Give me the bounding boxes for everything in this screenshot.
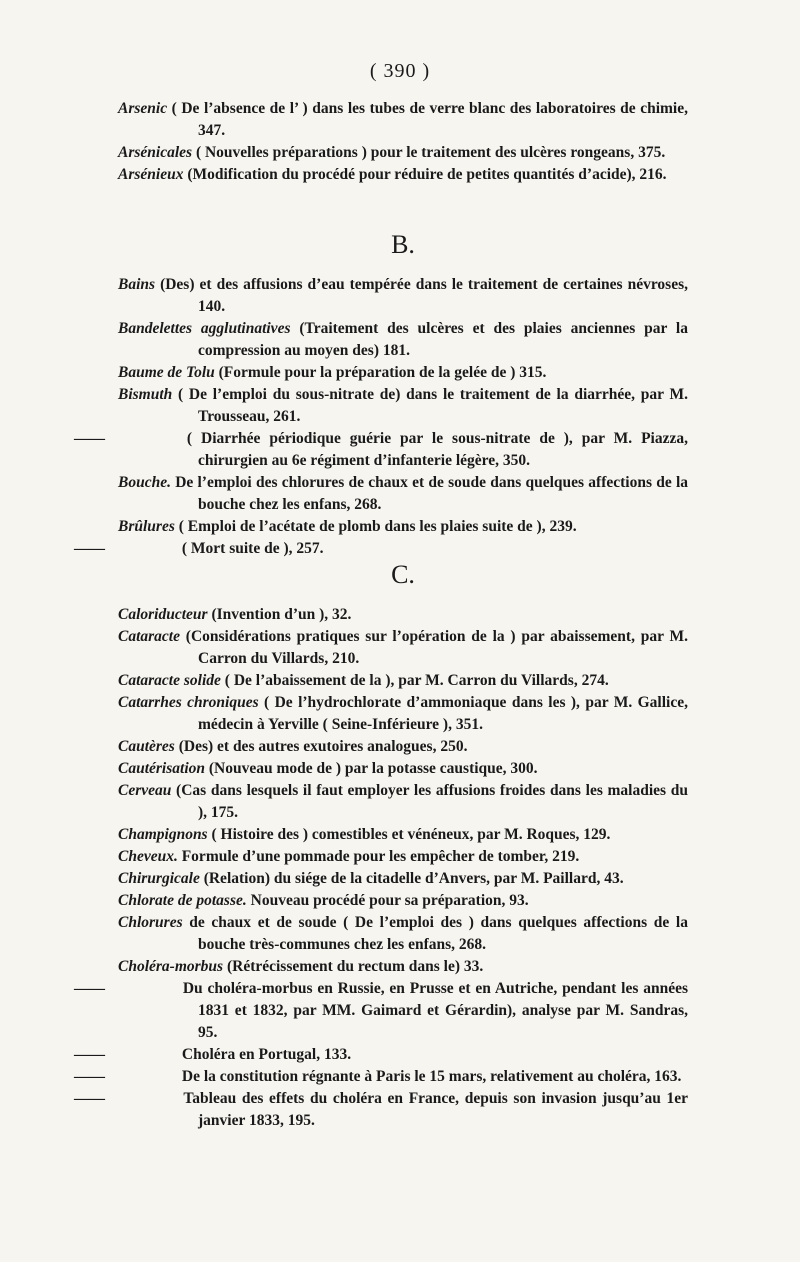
- ditto-dash: ——: [74, 430, 105, 447]
- index-text: (Modification du procédé pour réduire de petites quantités d’acide), 216.: [183, 166, 667, 183]
- index-text: Choléra en Portugal, 133.: [178, 1046, 352, 1063]
- index-entry: [118, 670, 688, 692]
- index-entry: [118, 824, 688, 846]
- section-letter: C.: [391, 560, 415, 589]
- index-text: Tableau des effets du choléra en France, depuis son invasion jusqu’au 1er janvier 1833, 195.: [178, 1090, 688, 1129]
- index-entry: [118, 318, 688, 362]
- index-term: Caloriducteur: [118, 606, 208, 623]
- index-term: Cataracte solide: [118, 672, 221, 689]
- index-entry: [74, 1066, 688, 1088]
- index-text: (Des) et des autres exutoires analogues, 250.: [174, 738, 468, 755]
- ditto-dash: ——: [74, 980, 105, 997]
- index-text: Du choléra-morbus en Russie, en Prusse et en Autriche, pendant les années 1831 et 1832, par MM. Gaimard et Gérardin), analyse par M. Sandras, 95.: [178, 980, 688, 1041]
- index-text: (Rétrécissement du rectum dans le) 33.: [223, 958, 484, 975]
- index-text: De la constitution régnante à Paris le 15 mars, relativement au choléra, 163.: [178, 1068, 682, 1085]
- index-term: Cautères: [118, 738, 175, 755]
- index-text: ( De l’abaissement de la ), par M. Carron du Villards, 274.: [220, 672, 609, 689]
- index-entry: [74, 1088, 688, 1132]
- index-text: (Des) et des affusions d’eau tempérée dans le traitement de certaines névroses, 140.: [155, 276, 688, 315]
- index-term: Bouche.: [118, 474, 171, 491]
- ditto-dash: ——: [74, 540, 105, 557]
- index-term: Arsénicales: [118, 144, 193, 161]
- index-text: De l’emploi des chlorures de chaux et de soude dans quelques affections de la bouche chez les enfans, 268.: [170, 474, 688, 513]
- index-text: Formule d’une pommade pour les empêcher de tomber, 219.: [177, 848, 580, 865]
- index-entry: [118, 780, 688, 824]
- index-entry: [118, 98, 688, 142]
- index-term: Chlorate de potasse.: [118, 892, 247, 909]
- index-entry: [118, 868, 688, 890]
- index-entry: [74, 978, 688, 1044]
- index-entry: [118, 692, 688, 736]
- index-text: ( Mort suite de ), 257.: [178, 540, 324, 557]
- index-text: (Invention d’un ), 32.: [207, 606, 352, 623]
- index-entry: [118, 956, 688, 978]
- index-entry: [118, 472, 688, 516]
- index-entry: [118, 362, 688, 384]
- index-entry: [118, 384, 688, 428]
- index-text: (Nouveau mode de ) par la potasse caustique, 300.: [205, 760, 538, 777]
- index-term: Cerveau: [118, 782, 172, 799]
- index-text: (Formule pour la préparation de la gelée de ) 315.: [214, 364, 547, 381]
- index-entry: [118, 846, 688, 868]
- index-term: Champignons: [118, 826, 208, 843]
- index-term: Chirurgicale: [118, 870, 200, 887]
- index-text: (Considérations pratiques sur l’opération de la ) par abaissement, par M. Carron du Villards, 210.: [180, 628, 688, 667]
- index-entry: [118, 626, 688, 670]
- index-entry: [118, 142, 688, 164]
- index-entry: [74, 428, 688, 472]
- index-entry: [74, 538, 688, 560]
- index-text: ( Nouvelles préparations ) pour le traitement des ulcères rongeans, 375.: [192, 144, 666, 161]
- section-letter: B.: [391, 230, 415, 259]
- index-term: Chlorures: [118, 914, 183, 931]
- index-text: ( De l’absence de l’ ) dans les tubes de verre blanc des laboratoires de chimie, 347.: [167, 100, 688, 139]
- index-term: Cheveux.: [118, 848, 178, 865]
- index-entry: [118, 736, 688, 758]
- index-entry: [118, 890, 688, 912]
- index-term: Bandelettes agglutinatives: [118, 320, 291, 337]
- index-term: Baume de Tolu: [118, 364, 215, 381]
- index-term: Catarrhes chroniques: [118, 694, 259, 711]
- index-text: (Cas dans lesquels il faut employer les affusions froides dans les maladies du ), 175.: [171, 782, 688, 821]
- ditto-dash: ——: [74, 1068, 105, 1085]
- index-entry: [118, 164, 688, 186]
- ditto-dash: ——: [74, 1090, 105, 1107]
- section-a: [118, 98, 688, 186]
- index-term: Cataracte: [118, 628, 180, 645]
- index-term: Cautérisation: [118, 760, 205, 777]
- index-text: ( De l’emploi du sous-nitrate de) dans le traitement de la diarrhée, par M. Trousseau, 261.: [172, 386, 688, 425]
- index-term: Arsénieux: [118, 166, 184, 183]
- index-entry: [118, 274, 688, 318]
- index-text: ( Diarrhée périodique guérie par le sous-nitrate de ), par M. Piazza, chirurgien au 6e régiment d’infanterie légère, 350.: [178, 430, 688, 469]
- index-text: ( Emploi de l’acétate de plomb dans les plaies suite de ), 239.: [174, 518, 577, 535]
- index-entry: [74, 1044, 688, 1066]
- section-c: [74, 560, 688, 1132]
- index-entry: [118, 604, 688, 626]
- index-term: Bismuth: [118, 386, 173, 403]
- index-entry: [118, 516, 688, 538]
- index-term: Arsenic: [118, 100, 168, 117]
- index-text: (Traitement des ulcères et des plaies anciennes par la compression au moyen des) 181.: [198, 320, 688, 359]
- index-term: Brûlures: [118, 518, 175, 535]
- index-term: Bains: [118, 276, 156, 293]
- ditto-dash: ——: [74, 1046, 105, 1063]
- index-entry: [118, 758, 688, 780]
- index-text: Nouveau procédé pour sa préparation, 93.: [246, 892, 529, 909]
- index-text: ( Histoire des ) comestibles et vénéneux, par M. Roques, 129.: [207, 826, 611, 843]
- section-b: [74, 230, 688, 560]
- index-text: de chaux et de soude ( De l’emploi des ) dans quelques affections de la bouche très-communes chez les enfans, 268.: [182, 914, 688, 953]
- index-entry: [118, 912, 688, 956]
- page-number: ( 390 ): [369, 60, 431, 82]
- index-text: ( De l’hydrochlorate d’ammoniaque dans les ), par M. Gallice, médecin à Yerville ( Seine-Inférieure ), 351.: [198, 694, 688, 733]
- index-text: (Relation) du siége de la citadelle d’Anvers, par M. Paillard, 43.: [199, 870, 624, 887]
- index-term: Choléra-morbus: [118, 958, 224, 975]
